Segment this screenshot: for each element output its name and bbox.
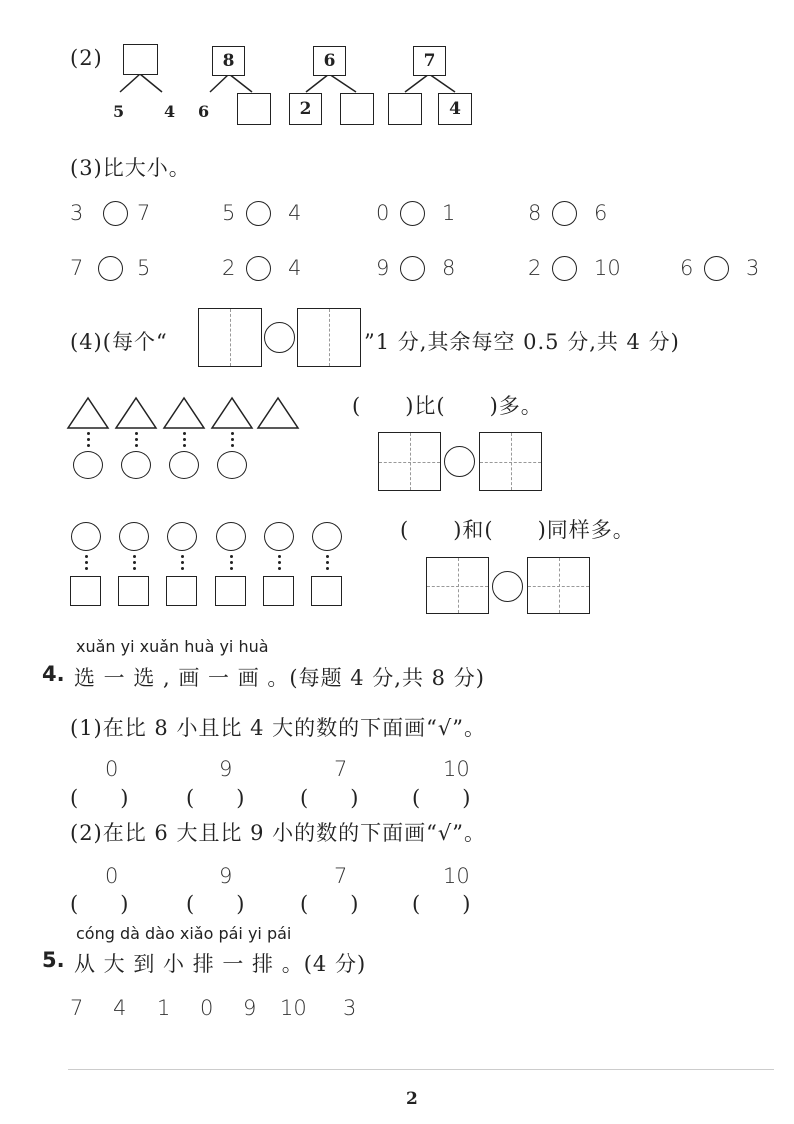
sort-number: 1 <box>157 996 171 1020</box>
legend-grid-right <box>297 308 361 367</box>
match-dots <box>230 555 233 573</box>
circle-shape <box>73 451 103 479</box>
tree1-right-number: 4 <box>164 102 176 121</box>
legend-circle <box>264 322 295 353</box>
part2-label: (2) <box>70 46 103 70</box>
compare-right-number: 8 <box>442 256 456 280</box>
square-shape <box>70 576 101 606</box>
answer-grid-right[interactable] <box>527 557 590 614</box>
answer-compare-circle[interactable] <box>492 571 523 602</box>
circle-shape <box>169 451 199 479</box>
triangle-shape <box>212 398 252 428</box>
answer-paren[interactable]: ( ) <box>300 892 359 916</box>
compare-circle[interactable] <box>400 256 425 281</box>
triangle-shape <box>164 398 204 428</box>
circle-shape <box>312 522 342 551</box>
sort-number: 4 <box>113 996 127 1020</box>
answer-paren[interactable]: ( ) <box>186 892 245 916</box>
answer-paren[interactable]: ( ) <box>412 892 471 916</box>
circle-shape <box>264 522 294 551</box>
sort-number: 7 <box>70 996 84 1020</box>
circle-shape <box>216 522 246 551</box>
compare-right-number: 7 <box>137 201 151 225</box>
answer-paren[interactable]: ( ) <box>186 786 245 810</box>
sort-number: 3 <box>343 996 357 1020</box>
tree2-right-box[interactable] <box>237 93 271 125</box>
q5-title: 从 大 到 小 排 一 排 。(4 分) <box>74 952 367 976</box>
q4-title: 选 一 选 , 画 一 画 。(每题 4 分,共 8 分) <box>74 666 485 690</box>
footer-divider <box>68 1069 774 1070</box>
circle-shape <box>217 451 247 479</box>
square-shape <box>118 576 149 606</box>
tree3-top-box: 6 <box>313 46 346 76</box>
circle-shape <box>119 522 149 551</box>
triangle-shape <box>258 398 298 428</box>
compare-circle[interactable] <box>552 201 577 226</box>
answer-grid-left[interactable] <box>378 432 441 491</box>
compare-left-number: 6 <box>680 256 694 280</box>
answer-grid-left[interactable] <box>426 557 489 614</box>
choice-number: 9 <box>219 757 233 781</box>
triangle-shape <box>68 398 108 428</box>
triangle-shape <box>116 398 156 428</box>
circle-shape <box>121 451 151 479</box>
part3-title: (3)比大小。 <box>70 156 191 180</box>
match-dots <box>183 432 186 450</box>
answer-paren[interactable]: ( ) <box>412 786 471 810</box>
compare-circle[interactable] <box>704 256 729 281</box>
answer-paren[interactable]: ( ) <box>70 892 129 916</box>
q4-pinyin: xuǎn yi xuǎn huà yi huà <box>76 637 269 656</box>
compare-circle[interactable] <box>552 256 577 281</box>
compare-right-number: 1 <box>442 201 456 225</box>
choice-number: 7 <box>334 864 348 888</box>
match-dots <box>135 432 138 450</box>
answer-paren[interactable]: ( ) <box>300 786 359 810</box>
more-sentence[interactable]: ( )比( )多。 <box>352 394 543 418</box>
same-sentence[interactable]: ( )和( )同样多。 <box>400 518 635 542</box>
tree4-left-box[interactable] <box>388 93 422 125</box>
compare-circle[interactable] <box>103 201 128 226</box>
compare-circle[interactable] <box>98 256 123 281</box>
legend-grid-left <box>198 308 262 367</box>
compare-left-number: 7 <box>70 256 84 280</box>
choice-number: 10 <box>443 864 470 888</box>
choice-number: 0 <box>105 864 119 888</box>
match-dots <box>181 555 184 573</box>
match-dots <box>326 555 329 573</box>
choice-number: 9 <box>219 864 233 888</box>
square-shape <box>215 576 246 606</box>
match-dots <box>231 432 234 450</box>
compare-circle[interactable] <box>246 256 271 281</box>
match-dots <box>85 555 88 573</box>
triangle-row <box>66 396 306 430</box>
tree1-left-number: 5 <box>113 102 125 121</box>
compare-left-number: 0 <box>376 201 390 225</box>
compare-left-number: 3 <box>70 201 84 225</box>
compare-right-number: 6 <box>594 201 608 225</box>
tree2-top-box: 8 <box>212 46 245 76</box>
q5-pinyin: cóng dà dào xiǎo pái yi pái <box>76 924 292 943</box>
tree4-right-box: 4 <box>438 93 472 125</box>
answer-paren[interactable]: ( ) <box>70 786 129 810</box>
tree3-left-box: 2 <box>289 93 322 125</box>
sort-number: 10 <box>280 996 307 1020</box>
compare-left-number: 5 <box>222 201 236 225</box>
q4-sub1: (1)在比 8 小且比 4 大的数的下面画“√”。 <box>70 716 487 740</box>
match-dots <box>87 432 90 450</box>
q4-sub2: (2)在比 6 大且比 9 小的数的下面画“√”。 <box>70 821 487 845</box>
page-number: 2 <box>406 1089 418 1109</box>
answer-compare-circle[interactable] <box>444 446 475 477</box>
choice-number: 7 <box>334 757 348 781</box>
q5-number: 5. <box>42 948 65 972</box>
square-shape <box>311 576 342 606</box>
square-shape <box>166 576 197 606</box>
match-dots <box>133 555 136 573</box>
part4-instruction-a: (4)(每个“ <box>70 330 168 354</box>
compare-right-number: 4 <box>288 201 302 225</box>
part4-instruction-b: ”1 分,其余每空 0.5 分,共 4 分) <box>364 330 680 354</box>
sort-number: 0 <box>200 996 214 1020</box>
choice-number: 10 <box>443 757 470 781</box>
tree4-top-box: 7 <box>413 46 446 76</box>
circle-shape <box>71 522 101 551</box>
tree1-top-box[interactable] <box>123 44 158 75</box>
tree2-left-number: 6 <box>198 102 210 121</box>
compare-right-number: 4 <box>288 256 302 280</box>
tree3-right-box[interactable] <box>340 93 374 125</box>
sort-number: 9 <box>243 996 257 1020</box>
compare-left-number: 2 <box>222 256 236 280</box>
compare-circle[interactable] <box>400 201 425 226</box>
compare-left-number: 2 <box>528 256 542 280</box>
compare-circle[interactable] <box>246 201 271 226</box>
match-dots <box>278 555 281 573</box>
compare-left-number: 8 <box>528 201 542 225</box>
compare-right-number: 5 <box>137 256 151 280</box>
choice-number: 0 <box>105 757 119 781</box>
square-shape <box>263 576 294 606</box>
compare-left-number: 9 <box>376 256 390 280</box>
compare-right-number: 3 <box>746 256 760 280</box>
circle-shape <box>167 522 197 551</box>
q4-number: 4. <box>42 662 65 686</box>
answer-grid-right[interactable] <box>479 432 542 491</box>
compare-right-number: 10 <box>594 256 621 280</box>
